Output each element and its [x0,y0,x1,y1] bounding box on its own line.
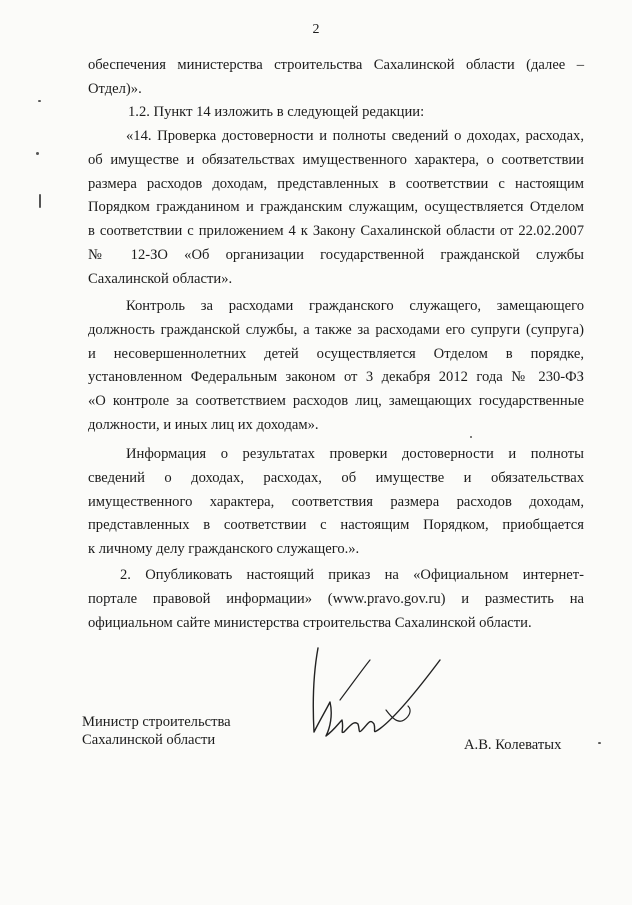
text-line: Контроль за расходами гражданского служащего, замещающего [126,298,584,314]
text-line: Информация о результатах проверки достоверности и полноты [126,446,584,462]
signatory-position [82,713,231,749]
scan-speck [598,742,601,744]
text-line: портале правовой информации» (www.pravo.gov.ru) и разместить на [88,590,584,607]
signature-graphic [300,640,460,750]
text-line: № 12-ЗО «Об организации государственной гражданской службы [88,246,584,263]
text-line: Отдел)». [88,80,142,97]
text-line: обеспечения министерства строительства Сахалинской области (далее – [88,57,584,73]
text-line: об имуществе и обязательствах имущественного характера, о соответствии [88,151,584,168]
text-line: имущественного характера, соответствия размера расходов доходам, [88,493,584,510]
text-line: представленных в соответствии с настоящим Порядком, приобщается [88,517,584,534]
text-line: Сахалинской области». [88,270,233,287]
text-line: официальном сайте министерства строительства Сахалинской области. [88,614,532,631]
paragraph-item-2 [88,564,584,635]
paragraph-results-info [88,443,584,562]
scan-speck [39,194,41,208]
text-line: «О контроле за соответствием расходов лиц, замещающих государственные [88,393,584,410]
text-line: сведений о доходах, расходах, об имуществе и обязательствах [88,469,584,486]
paragraph-point-14 [88,125,584,292]
text-line: должности, и иных лиц их доходам». [88,416,319,433]
paragraph-expense-control [88,295,584,438]
position-line: Министр строительства [82,714,231,730]
paragraph-item-1-2 [128,101,584,125]
signatory-name: А.В. Колеватых [464,737,562,753]
text-line: 2. Опубликовать настоящий приказ на «Официальном интернет- [120,567,584,583]
paragraph-continuation [88,54,584,102]
text-line: к личному делу гражданского служащего.». [88,541,360,558]
text-line: должность гражданской службы, а также за расходами его супруги (супруга) [88,321,584,338]
text-line: 1.2. Пункт 14 изложить в следующей редакции: [128,104,425,120]
handwritten-signature [300,640,460,755]
page-number: 2 [312,22,320,37]
scan-speck [38,100,41,102]
text-line: Порядком гражданином и гражданским служащим, осуществляется Отделом [88,199,584,216]
position-line: Сахалинской области [82,732,216,748]
scan-speck [470,436,472,438]
text-line: размера расходов доходам, представленных в соответствии с настоящим [88,175,584,192]
text-line: установленном Федеральным законом от 3 декабря 2012 года № 230-ФЗ [88,369,584,386]
text-line: и несовершеннолетних детей осуществляется Отделом в порядке, [88,345,584,362]
text-line: «14. Проверка достоверности и полноты сведений о доходах, расходах, [126,128,584,144]
scan-speck [36,152,39,155]
text-line: в соответствии с приложением 4 к Закону Сахалинской области от 22.02.2007 [88,223,584,240]
